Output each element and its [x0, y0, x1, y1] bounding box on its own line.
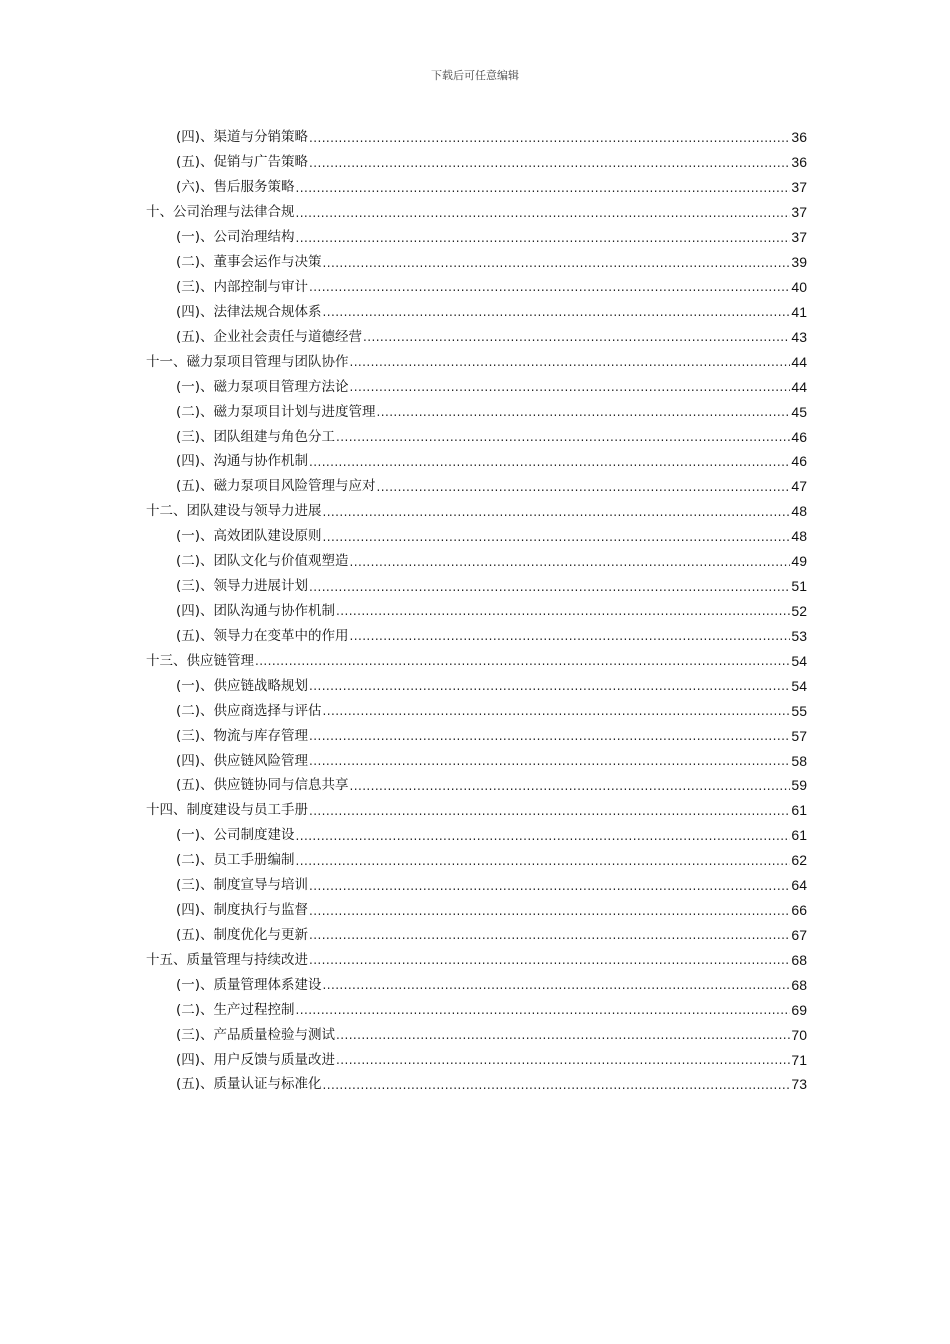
toc-section-entry[interactable] — [176, 698, 807, 723]
toc-dot-leader — [350, 354, 791, 374]
toc-section-entry[interactable] — [176, 823, 807, 848]
toc-entry-title: (二)、生产过程控制 — [176, 1001, 295, 1018]
toc-section-entry[interactable] — [176, 374, 807, 399]
toc-dot-leader — [323, 703, 791, 723]
toc-entry-title: (五)、磁力泵项目风险管理与应对 — [176, 478, 376, 495]
toc-entry-title: (一)、公司制度建设 — [176, 827, 295, 844]
toc-entry-title: (二)、供应商选择与评估 — [176, 702, 322, 719]
toc-section-entry[interactable] — [176, 1047, 807, 1072]
toc-section-entry[interactable] — [176, 599, 807, 624]
toc-dot-leader — [323, 504, 791, 524]
toc-section-entry[interactable] — [176, 324, 807, 349]
toc-entry-title: (二)、董事会运作与决策 — [176, 254, 322, 271]
toc-page-number: 37 — [791, 229, 807, 246]
toc-entry-title: (一)、供应链战略规划 — [176, 677, 309, 694]
toc-entry-title: (三)、领导力进展计划 — [176, 578, 309, 595]
toc-entry-title: 十四、制度建设与员工手册 — [146, 802, 308, 819]
toc-page-number: 62 — [791, 852, 807, 869]
toc-section-entry[interactable] — [176, 225, 807, 250]
toc-page-number: 46 — [791, 453, 807, 470]
toc-dot-leader — [296, 180, 791, 200]
toc-entry-title: (二)、磁力泵项目计划与进度管理 — [176, 403, 376, 420]
toc-page-number: 73 — [791, 1076, 807, 1093]
toc-chapter-entry[interactable] — [146, 798, 807, 823]
toc-section-entry[interactable] — [176, 923, 807, 948]
toc-entry-title: 十五、质量管理与持续改进 — [146, 951, 308, 968]
toc-page-number: 47 — [791, 478, 807, 495]
toc-chapter-entry[interactable] — [146, 200, 807, 225]
toc-page-number: 36 — [791, 154, 807, 171]
toc-page-number: 57 — [791, 727, 807, 744]
toc-dot-leader — [323, 304, 791, 324]
toc-section-entry[interactable] — [176, 175, 807, 200]
toc-page-number: 54 — [791, 677, 807, 694]
toc-entry-title: (五)、企业社会责任与道德经营 — [176, 328, 363, 345]
toc-dot-leader — [336, 1052, 790, 1072]
table-of-contents — [0, 125, 950, 1097]
toc-entry-title: (三)、内部控制与审计 — [176, 278, 309, 295]
toc-dot-leader — [350, 778, 791, 798]
toc-page-number: 36 — [791, 129, 807, 146]
toc-entry-title: 十、公司治理与法律合规 — [146, 204, 295, 221]
toc-page-number: 59 — [791, 777, 807, 794]
toc-section-entry[interactable] — [176, 250, 807, 275]
toc-section-entry[interactable] — [176, 399, 807, 424]
toc-dot-leader — [323, 529, 791, 549]
toc-page-number: 54 — [791, 652, 807, 669]
toc-entry-title: (五)、制度优化与更新 — [176, 926, 309, 943]
toc-dot-leader — [323, 977, 791, 997]
toc-section-entry[interactable] — [176, 997, 807, 1022]
toc-dot-leader — [309, 878, 790, 898]
toc-chapter-entry[interactable] — [146, 499, 807, 524]
toc-entry-title: (三)、制度宣导与培训 — [176, 877, 309, 894]
toc-entry-title: (一)、质量管理体系建设 — [176, 976, 322, 993]
toc-page-number: 53 — [791, 627, 807, 644]
toc-dot-leader — [309, 678, 790, 698]
toc-dot-leader — [309, 579, 790, 599]
toc-page-number: 70 — [791, 1026, 807, 1043]
toc-entry-title: (四)、供应链风险管理 — [176, 752, 309, 769]
toc-dot-leader — [336, 429, 790, 449]
toc-page-number: 44 — [791, 353, 807, 370]
toc-section-entry[interactable] — [176, 449, 807, 474]
toc-page-number: 69 — [791, 1001, 807, 1018]
toc-dot-leader — [309, 903, 790, 923]
page-header: 下载后可任意编辑 — [431, 69, 519, 82]
toc-section-entry[interactable] — [176, 299, 807, 324]
toc-dot-leader — [323, 255, 791, 275]
toc-page-number: 37 — [791, 204, 807, 221]
toc-dot-leader — [296, 853, 791, 873]
toc-entry-title: (三)、物流与库存管理 — [176, 727, 309, 744]
toc-dot-leader — [309, 454, 790, 474]
toc-page-number: 40 — [791, 278, 807, 295]
toc-entry-title: (六)、售后服务策略 — [176, 179, 295, 196]
toc-page-number: 41 — [791, 303, 807, 320]
toc-entry-title: (三)、团队组建与角色分工 — [176, 428, 336, 445]
toc-section-entry[interactable] — [176, 898, 807, 923]
toc-dot-leader — [309, 155, 790, 175]
toc-page-number: 68 — [791, 951, 807, 968]
toc-page-number: 39 — [791, 254, 807, 271]
toc-entry-title: 十一、磁力泵项目管理与团队协作 — [146, 353, 349, 370]
toc-dot-leader — [336, 1027, 790, 1047]
toc-dot-leader — [336, 603, 790, 623]
toc-section-entry[interactable] — [176, 673, 807, 698]
toc-section-entry[interactable] — [176, 150, 807, 175]
toc-section-entry[interactable] — [176, 574, 807, 599]
toc-page-number: 37 — [791, 179, 807, 196]
toc-dot-leader — [296, 828, 791, 848]
toc-entry-title: 十三、供应链管理 — [146, 652, 254, 669]
toc-page-number: 44 — [791, 378, 807, 395]
toc-section-entry[interactable] — [176, 623, 807, 648]
toc-section-entry[interactable] — [176, 424, 807, 449]
toc-dot-leader — [377, 404, 791, 424]
toc-section-entry[interactable] — [176, 549, 807, 574]
toc-page-number: 71 — [791, 1051, 807, 1068]
toc-section-entry[interactable] — [176, 723, 807, 748]
toc-dot-leader — [309, 753, 790, 773]
toc-dot-leader — [350, 628, 791, 648]
toc-section-entry[interactable] — [176, 972, 807, 997]
toc-chapter-entry[interactable] — [146, 947, 807, 972]
toc-section-entry[interactable] — [176, 748, 807, 773]
toc-page-number: 64 — [791, 877, 807, 894]
toc-dot-leader — [350, 379, 791, 399]
toc-entry-title: (一)、公司治理结构 — [176, 229, 295, 246]
toc-page-number: 49 — [791, 553, 807, 570]
toc-entry-title: (一)、高效团队建设原则 — [176, 528, 322, 545]
toc-section-entry[interactable] — [176, 1022, 807, 1047]
toc-chapter-entry[interactable] — [146, 349, 807, 374]
toc-dot-leader — [309, 279, 790, 299]
toc-entry-title: (五)、促销与广告策略 — [176, 154, 309, 171]
toc-page-number: 48 — [791, 528, 807, 545]
toc-dot-leader — [350, 554, 791, 574]
toc-entry-title: (五)、领导力在变革中的作用 — [176, 627, 349, 644]
toc-entry-title: (四)、沟通与协作机制 — [176, 453, 309, 470]
toc-entry-title: (四)、制度执行与监督 — [176, 902, 309, 919]
toc-section-entry[interactable] — [176, 773, 807, 798]
toc-entry-title: (五)、质量认证与标准化 — [176, 1076, 322, 1093]
toc-section-entry[interactable] — [176, 275, 807, 300]
toc-entry-title: (二)、员工手册编制 — [176, 852, 295, 869]
toc-entry-title: (四)、用户反馈与质量改进 — [176, 1051, 336, 1068]
toc-dot-leader — [363, 329, 790, 349]
toc-page-number: 58 — [791, 752, 807, 769]
toc-dot-leader — [309, 130, 790, 150]
toc-section-entry[interactable] — [176, 1072, 807, 1097]
toc-section-entry[interactable] — [176, 125, 807, 150]
toc-page-number: 45 — [791, 403, 807, 420]
toc-page-number: 66 — [791, 902, 807, 919]
toc-chapter-entry[interactable] — [146, 648, 807, 673]
toc-dot-leader — [323, 1077, 791, 1097]
toc-entry-title: (三)、产品质量检验与测试 — [176, 1026, 336, 1043]
toc-section-entry[interactable] — [176, 474, 807, 499]
toc-page-number: 43 — [791, 328, 807, 345]
toc-dot-leader — [255, 653, 790, 673]
toc-dot-leader — [309, 803, 790, 823]
toc-page-number: 46 — [791, 428, 807, 445]
toc-entry-title: (二)、团队文化与价值观塑造 — [176, 553, 349, 570]
toc-entry-title: 十二、团队建设与领导力进展 — [146, 503, 322, 520]
toc-dot-leader — [309, 952, 790, 972]
toc-dot-leader — [296, 205, 791, 225]
toc-section-entry[interactable] — [176, 848, 807, 873]
toc-page-number: 52 — [791, 602, 807, 619]
toc-entry-title: (四)、团队沟通与协作机制 — [176, 602, 336, 619]
toc-entry-title: (四)、法律法规合规体系 — [176, 303, 322, 320]
toc-page-number: 67 — [791, 926, 807, 943]
toc-page-number: 55 — [791, 702, 807, 719]
toc-dot-leader — [309, 728, 790, 748]
toc-dot-leader — [296, 1002, 791, 1022]
toc-dot-leader — [377, 479, 791, 499]
toc-entry-title: (五)、供应链协同与信息共享 — [176, 777, 349, 794]
toc-entry-title: (四)、渠道与分销策略 — [176, 129, 309, 146]
toc-dot-leader — [296, 230, 791, 250]
toc-dot-leader — [309, 927, 790, 947]
toc-page-number: 68 — [791, 976, 807, 993]
toc-section-entry[interactable] — [176, 873, 807, 898]
toc-section-entry[interactable] — [176, 524, 807, 549]
toc-page-number: 61 — [791, 802, 807, 819]
toc-page-number: 48 — [791, 503, 807, 520]
toc-page-number: 51 — [791, 578, 807, 595]
toc-entry-title: (一)、磁力泵项目管理方法论 — [176, 378, 349, 395]
toc-page-number: 61 — [791, 827, 807, 844]
